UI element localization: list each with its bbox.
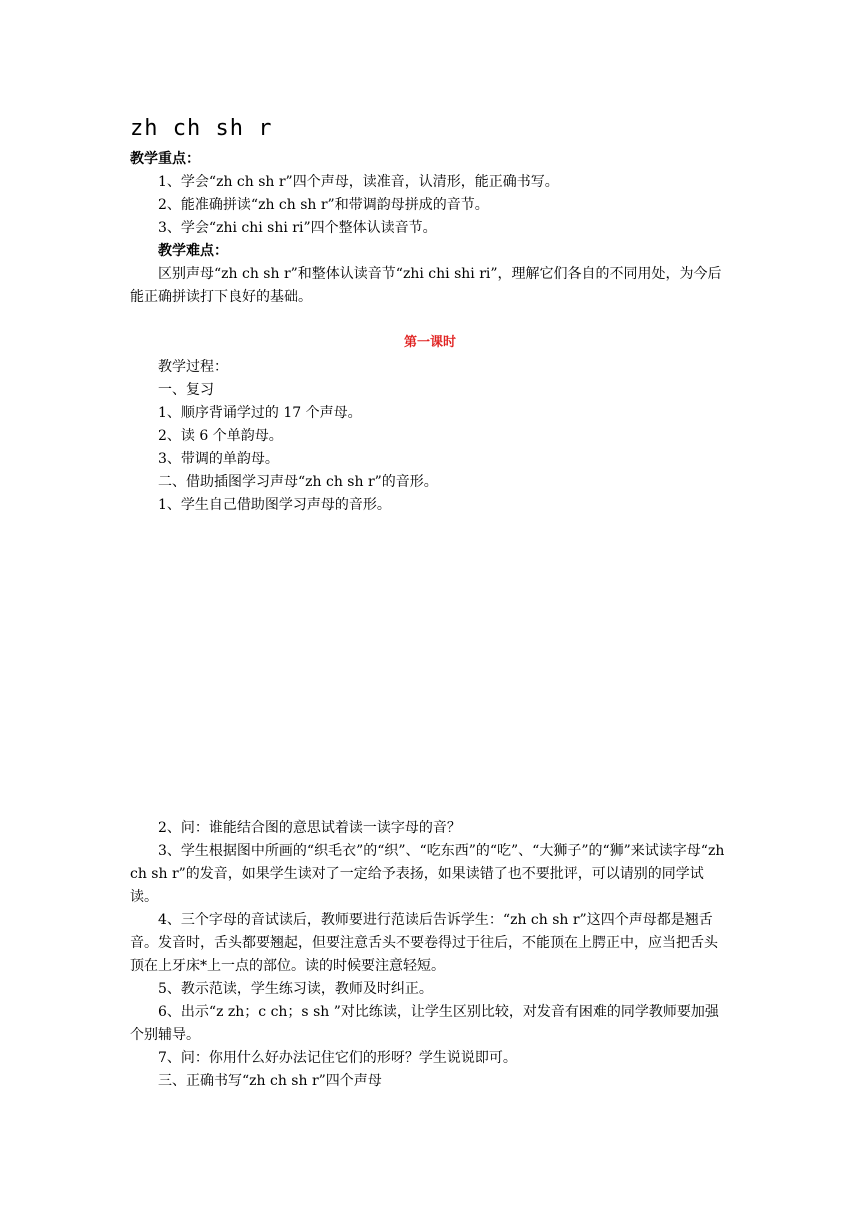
part2-item-6: 6、出示“z zh；c ch；s sh ”对比练读，让学生区别比较，对发音有困难的同学教师要加强个别辅导。	[130, 1004, 719, 1043]
part1-item-2: 2、读 6 个单韵母。	[158, 428, 283, 444]
document-title: zh ch sh r	[130, 116, 273, 141]
part1-item-1: 1、顺序背诵学过的 17 个声母。	[158, 405, 362, 421]
part2-item-1: 1、学生自己借助图学习声母的音形。	[158, 497, 391, 513]
part2-item-4: 4、三个字母的音试读后，教师要进行范读后告诉学生：“zh ch sh r”这四个声母都是翘舌音。发音时，舌头都要翘起，但要注意舌头不要卷得过于往后，不能顶在上腭正中，应当把舌头顶在上牙床*上一点的部位。读的时候要注意轻短。	[130, 912, 718, 974]
key-point-2: 2、能准确拼读“zh ch sh r”和带调韵母拼成的音节。	[158, 197, 489, 213]
part1-item-3: 3、带调的单韵母。	[158, 451, 279, 467]
part2-heading: 二、借助插图学习声母“zh ch sh r”的音形。	[158, 474, 438, 490]
part2-item-5: 5、教示范读，学生练习读，教师及时纠正。	[158, 981, 433, 997]
part3-heading: 三、正确书写“zh ch sh r”四个声母	[158, 1073, 382, 1089]
part2-item-7: 7、问：你用什么好办法记住它们的形呀？学生说说即可。	[158, 1050, 517, 1066]
part2-item-3: 3、学生根据图中所画的“织毛衣”的“织”、“吃东西”的“吃”、“大狮子”的“狮”来试读字母“zh ch sh r”的发音，如果学生读对了一定给予表扬，如果读错了也不要批评，可以请别的同学试读。	[130, 843, 725, 905]
process-label: 教学过程：	[158, 359, 228, 375]
document-content	[130, 114, 730, 1093]
illustration-placeholder	[130, 517, 730, 817]
key-point-3: 3、学会“zhi chi shi ri”四个整体认读音节。	[158, 220, 437, 236]
difficulty-text: 区别声母“zh ch sh r”和整体认读音节“zhi chi shi ri”，理解它们各自的不同用处，为今后能正确拼读打下良好的基础。	[130, 266, 722, 305]
difficulty-heading: 教学难点：	[158, 243, 228, 259]
key-point-1: 1、学会“zh ch sh r”四个声母，读准音，认清形，能正确书写。	[158, 174, 559, 190]
key-points-heading: 教学重点：	[130, 151, 200, 167]
part1-heading: 一、复习	[158, 382, 214, 398]
part2-item-2: 2、问：谁能结合图的意思试着读一读字母的音？	[158, 820, 461, 836]
lesson-title: 第一课时	[403, 335, 456, 350]
